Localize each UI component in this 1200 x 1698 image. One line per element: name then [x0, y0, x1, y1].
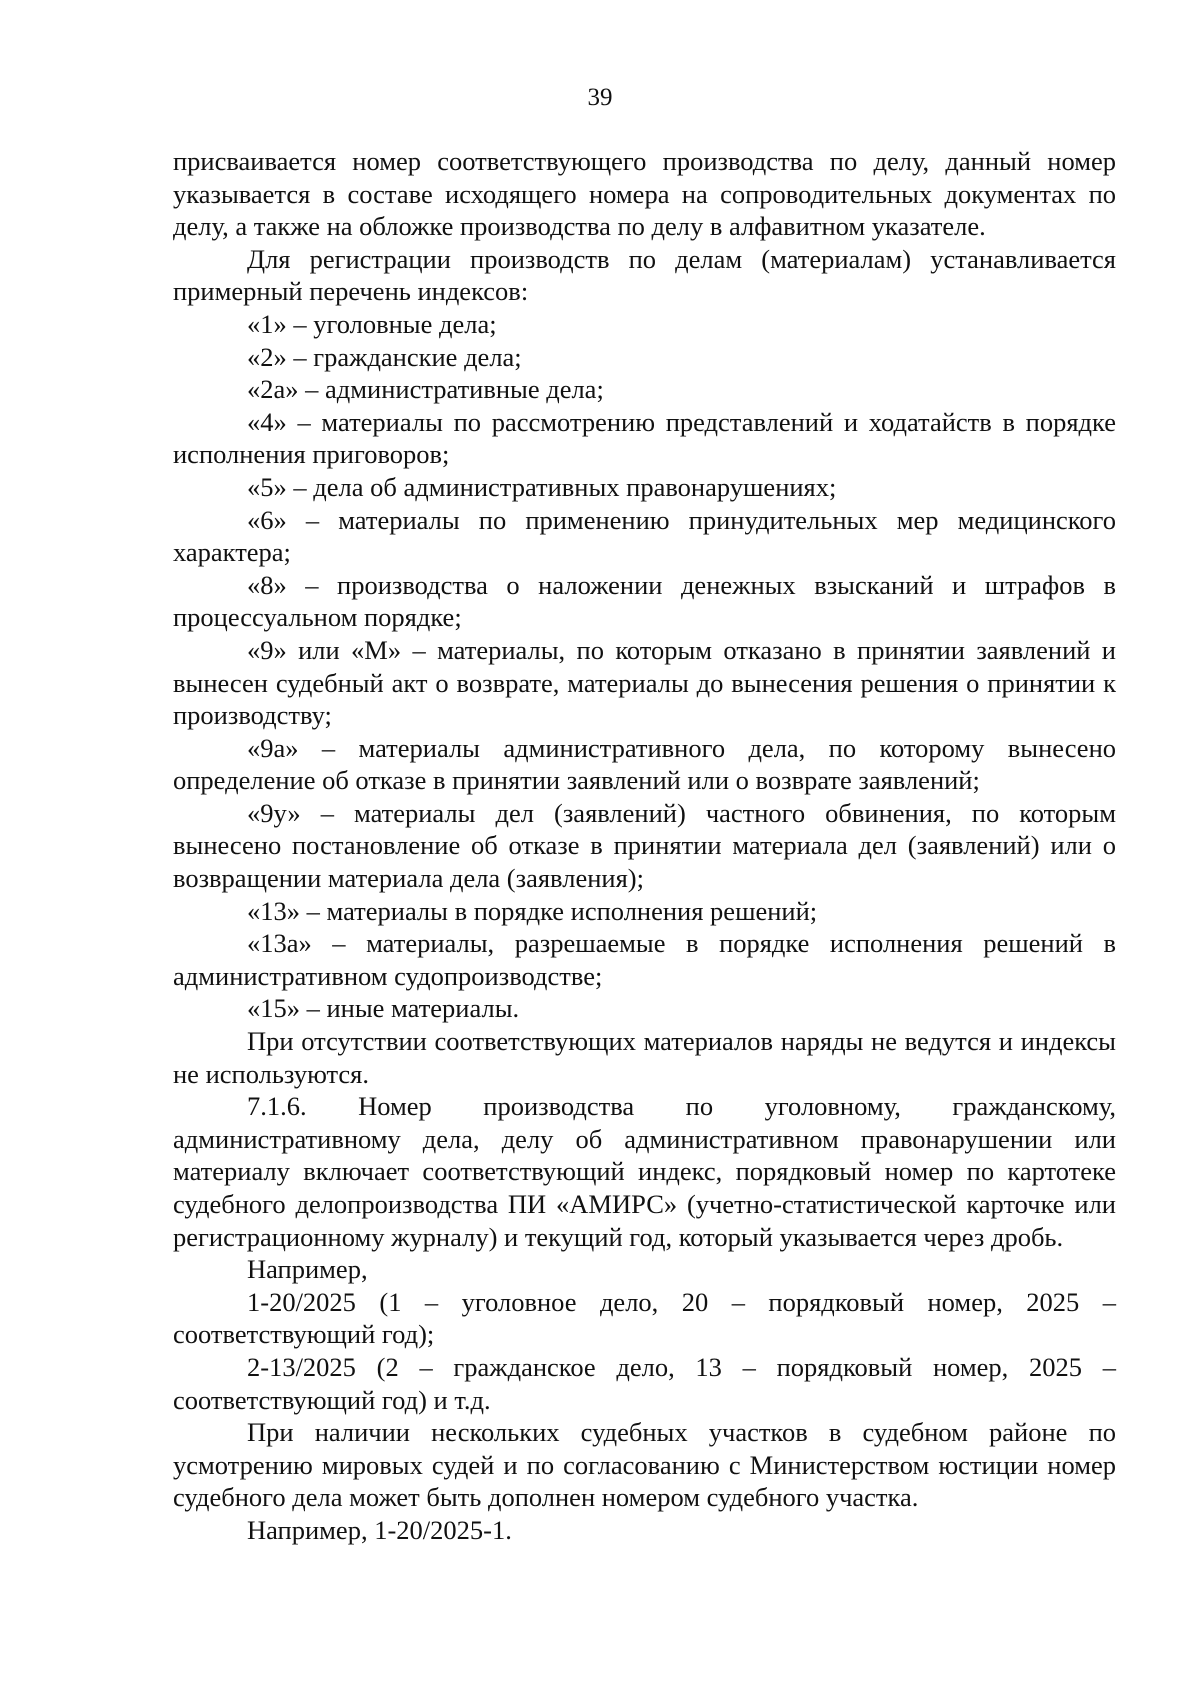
paragraph-example-1: 1-20/2025 (1 – уголовное дело, 20 – порядковый номер, 2025 – соответствующий год);: [173, 1286, 1116, 1350]
index-item-9: «9» или «М» – материалы, по которым отказано в принятии заявлений и вынесен судебный акт о возврате, материалы до вынесения решения о принятии к производству;: [173, 634, 1116, 731]
index-item-9u: «9у» – материалы дел (заявлений) частного обвинения, по которым вынесено постановление об отказе в принятии материала дел (заявлений) или о возвращении материала дела (заявления);: [173, 797, 1116, 894]
index-item-5: «5» – дела об административных правонарушениях;: [247, 471, 837, 502]
paragraph-absence-note: При отсутствии соответствующих материалов наряды не ведутся и индексы не используются.: [173, 1026, 1116, 1089]
paragraph-example-2: 2-13/2025 (2 – гражданское дело, 13 – порядковый номер, 2025 – соответствующий год) и т.д.: [173, 1351, 1116, 1415]
index-item-2: «2» – гражданские дела;: [247, 341, 522, 372]
paragraph-index-intro: Для регистрации производств по делам (материалам) устанавливается примерный перечень индексов:: [173, 243, 1116, 307]
index-item-8: «8» – производства о наложении денежных взысканий и штрафов в процессуальном порядке;: [173, 569, 1116, 633]
paragraph-multiple-sections: При наличии нескольких судебных участков в судебном районе по усмотрению мировых судей и по согласованию с Министерством юстиции номер судебного дела может быть дополнен номером судебного участка.: [173, 1417, 1116, 1513]
index-item-2a: «2а» – административные дела;: [247, 374, 604, 405]
index-item-4: «4» – материалы по рассмотрению представлений и ходатайств в порядке исполнения приговоров;: [173, 406, 1116, 470]
index-item-6: «6» – материалы по применению принудительных мер медицинского характера;: [173, 504, 1116, 568]
paragraph-example-label: Например,: [247, 1254, 368, 1285]
page-number: 39: [587, 84, 613, 111]
document-body: [173, 145, 1116, 1547]
paragraph-section-7-1-6: 7.1.6. Номер производства по уголовному, гражданскому, административному дела, делу об административном правонарушении или материалу включает соответствующий индекс, порядковый номер по картотеке судебного делопроизводства ПИ «АМИРС» (учетно-статистической карточке или регистрационному журналу) и текущий год, который указывается через дробь.: [173, 1091, 1116, 1252]
paragraph-continuation: присваивается номер соответствующего производства по делу, данный номер указывается в составе исходящего номера на сопроводительных документах по делу, а также на обложке производства по делу в алфавитном указателе.: [173, 146, 1116, 242]
index-item-9a: «9а» – материалы административного дела, по которому вынесено определение об отказе в принятии заявлений или о возврате заявлений;: [173, 732, 1116, 796]
paragraph-example-3: Например, 1-20/2025-1.: [247, 1514, 512, 1545]
index-item-13: «13» – материалы в порядке исполнения решений;: [247, 895, 818, 926]
index-item-13a: «13а» – материалы, разрешаемые в порядке исполнения решений в административном судопроизводстве;: [173, 928, 1116, 991]
index-item-15: «15» – иные материалы.: [247, 993, 520, 1024]
index-item-1: «1» – уголовные дела;: [247, 308, 497, 339]
